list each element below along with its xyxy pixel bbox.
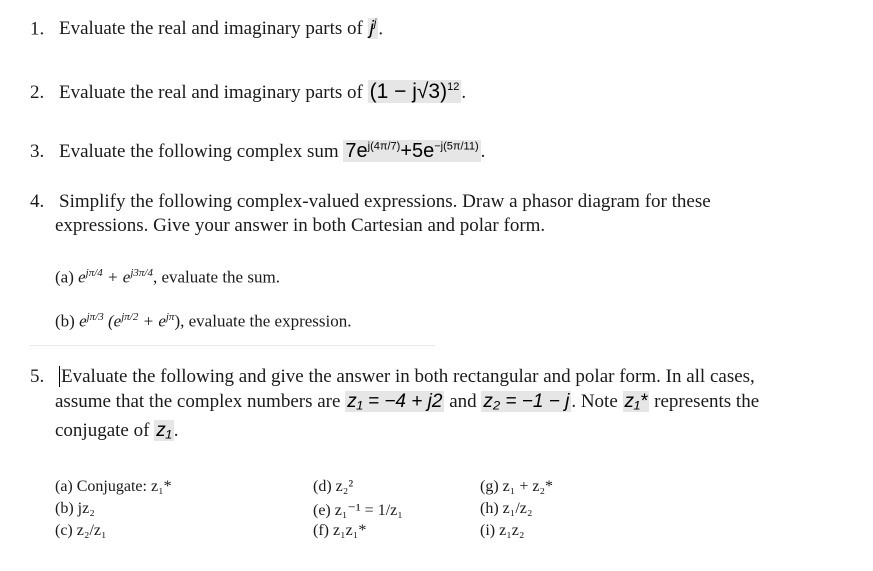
part-e: (e) z₁⁻¹ = 1/z₁ (313, 502, 403, 519)
z2-definition: z₂ = −1 − j (483, 391, 570, 412)
problem-2-expression: $(1 - j√3)^{12}$ (369, 80, 460, 103)
problem-4-number: 4. (30, 191, 45, 212)
problem-5-line3: conjugate of z₁ . (55, 420, 179, 441)
problem-2-number: 2. (30, 82, 45, 103)
problem-2-text: Evaluate the real and imaginary parts of (59, 82, 363, 103)
part-b: (b) jz₂ (55, 500, 95, 517)
problem-1: 1. Evaluate the real and imaginary parts of $j^j$ . (30, 18, 384, 40)
problem-5-line1: 5. Evaluate the following and give the answer in both rectangular and polar form. In all cases, (30, 366, 755, 387)
problem-1-text: Evaluate the real and imaginary parts of (59, 18, 363, 40)
problem-5-line2: assume that the complex numbers are z₁ = −4 + j2 and z₂ = −1 − j . Note z₁* represents the (55, 391, 760, 412)
problem-4-line2: expressions. Give your answer in both Cartesian and polar form. (55, 215, 546, 236)
problem-1-number: 1. (30, 18, 45, 40)
part-d: (d) z₂² (313, 478, 354, 495)
problem-4b: (b) $e^{j\pi/3}$ $(e^{j\pi/2} + e^{j\pi})$, evaluate the expression. (55, 311, 352, 331)
problem-1-expression: $j^j$ (369, 18, 377, 40)
divider (30, 345, 435, 346)
part-c: (c) z₂/z₁ (55, 522, 107, 539)
z1-definition: z₁ = −4 + j2 (347, 391, 443, 412)
part-i: (i) z₁z₂ (480, 522, 525, 539)
problem-2: 2. Evaluate the real and imaginary parts of $(1 - j√3)^{12}$ . (30, 80, 467, 103)
part-f: (f) z₁z₁* (313, 522, 367, 539)
part-h: (h) z₁/z₂ (480, 500, 533, 517)
problem-5-number: 5. (30, 366, 45, 387)
problem-3: 3. Evaluate the following complex sum $7e^{j(4\pi/7)}+5e^{-j(5\pi/11)}$ . (30, 140, 486, 162)
problem-4a: (a) $e^{j\pi/4} + e^{j3\pi/4}$, evaluate the sum. (55, 267, 280, 287)
problem-3-number: 3. (30, 141, 45, 162)
problem-3-expression: $7e^{j(4\pi/7)}+5e^{-j(5\pi/11)}$ (345, 140, 479, 162)
problem-4-line1: 4. Simplify the following complex-valued expressions. Draw a phasor diagram for these (30, 191, 711, 212)
part-a: (a) Conjugate: z₁* (55, 478, 172, 495)
part-g: (g) z₁ + z₂* (480, 478, 554, 495)
z1-conjugate-symbol: z₁* (624, 391, 648, 412)
problem-3-text: Evaluate the following complex sum (59, 141, 339, 162)
